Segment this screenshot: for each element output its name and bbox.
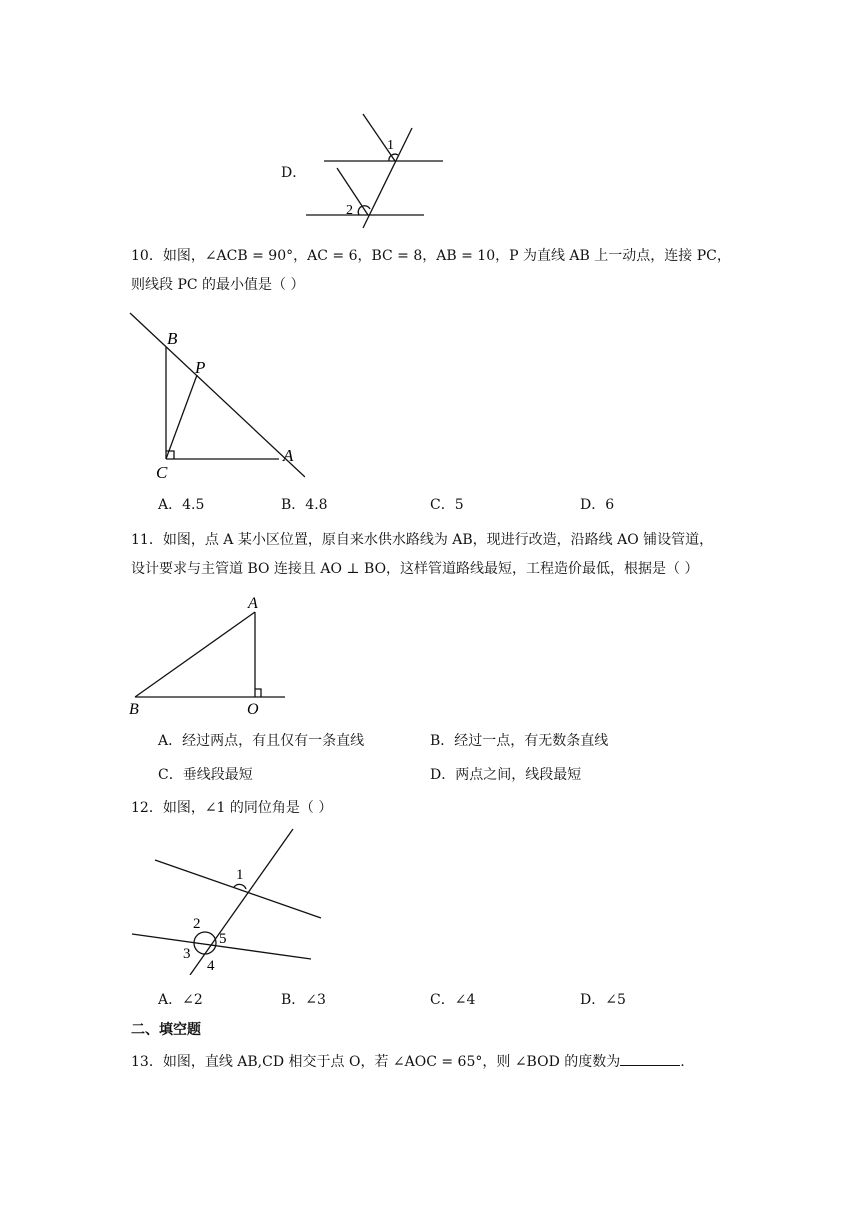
right-angle-mark bbox=[255, 689, 261, 697]
q10-stem-line2: 则线段 PC 的最小值是（ ） bbox=[131, 277, 305, 293]
q11-option-a[interactable]: A．经过两点，有且仅有一条直线 bbox=[158, 733, 365, 749]
line-ab-extended bbox=[130, 313, 305, 477]
q13-line bbox=[131, 1051, 685, 1072]
angle-2-arc bbox=[358, 206, 370, 215]
q9-option-d-figure bbox=[300, 110, 450, 235]
section-title-fill-in: 二、填空题 bbox=[131, 1022, 201, 1038]
q11-option-b[interactable]: B．经过一点，有无数条直线 bbox=[430, 733, 609, 749]
q11-figure bbox=[125, 590, 290, 718]
q12-number: 12． bbox=[131, 800, 163, 816]
q10-line1 bbox=[131, 246, 731, 266]
q10-option-c[interactable]: C．5 bbox=[430, 497, 464, 513]
q11-stem-line2: 设计要求与主管道 BO 连接且 AO ⊥ BO，这样管道路线最短，工程造价最低，根据是（ ） bbox=[131, 561, 699, 577]
q10-option-d[interactable]: D．6 bbox=[580, 497, 615, 513]
angle-2-label: 2 bbox=[346, 203, 353, 218]
q10-number: 10． bbox=[131, 248, 163, 264]
q10-option-a[interactable]: A．4.5 bbox=[158, 497, 205, 513]
q9-option-d-label: D． bbox=[281, 165, 307, 181]
segment-pc bbox=[166, 375, 197, 459]
angle-2-label: 2 bbox=[193, 916, 201, 932]
q12-line1 bbox=[131, 798, 332, 818]
q10-figure bbox=[125, 305, 305, 483]
q12-option-a[interactable]: A．∠2 bbox=[158, 992, 203, 1008]
q12-option-b[interactable]: B．∠3 bbox=[281, 992, 326, 1008]
label-b: B bbox=[129, 701, 139, 718]
transversal-line bbox=[190, 829, 293, 975]
q11-stem-line1: 如图，点 A 某小区位置，原自来水供水路线为 AB，现进行改造，沿路线 AO 铺设管道， bbox=[162, 532, 714, 548]
angle-5-label: 5 bbox=[219, 931, 227, 947]
q13-stem: 如图，直线 AB,CD 相交于点 O，若 ∠AOC = 65°，则 ∠BOD 的度数为 bbox=[162, 1054, 621, 1070]
q10-stem-line1: 如图，∠ACB = 90°，AC = 6，BC = 8，AB = 10，P 为直线 AB 上一动点，连接 PC， bbox=[162, 248, 731, 264]
label-b: B bbox=[167, 329, 178, 348]
q12-option-c[interactable]: C．∠4 bbox=[430, 992, 476, 1008]
label-c: C bbox=[156, 463, 168, 482]
q11-option-d[interactable]: D．两点之间，线段最短 bbox=[430, 767, 582, 783]
q12-option-d[interactable]: D．∠5 bbox=[580, 992, 626, 1008]
segment-ab bbox=[135, 612, 255, 697]
label-a: A bbox=[283, 446, 294, 465]
angle-1-label: 1 bbox=[236, 867, 244, 883]
label-o: O bbox=[247, 701, 259, 718]
q12-figure bbox=[125, 825, 330, 975]
angle-3-label: 3 bbox=[183, 946, 191, 962]
q13-end: . bbox=[680, 1054, 685, 1070]
q11-option-c[interactable]: C．垂线段最短 bbox=[158, 767, 253, 783]
label-p: P bbox=[195, 358, 206, 377]
q11-line1 bbox=[131, 530, 713, 550]
q11-number: 11． bbox=[131, 532, 163, 548]
q12-stem: 如图，∠1 的同位角是（ ） bbox=[162, 800, 333, 816]
label-a: A bbox=[248, 595, 258, 612]
q13-number: 13． bbox=[131, 1054, 163, 1070]
angle-1-label: 1 bbox=[387, 138, 394, 153]
angle-4-label: 4 bbox=[207, 958, 215, 974]
q13-answer-blank[interactable] bbox=[620, 1051, 680, 1066]
q10-option-b[interactable]: B．4.8 bbox=[281, 497, 328, 513]
